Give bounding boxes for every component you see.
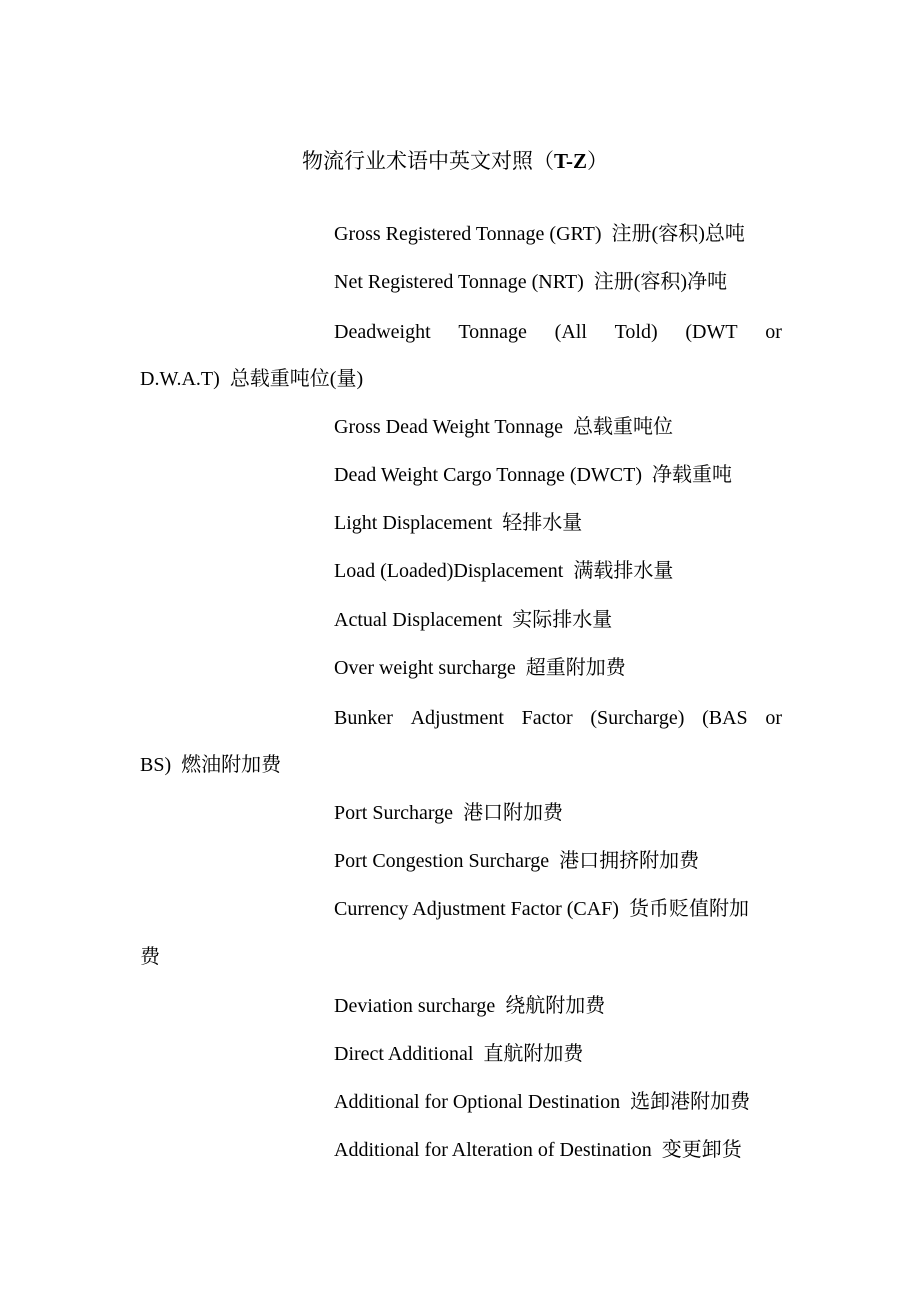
term-chinese: 注册(容积)总吨 (611, 223, 745, 245)
term-chinese: 超重附加费 (525, 657, 626, 679)
term-english: Additional for Optional Destination (334, 1091, 621, 1113)
term-entry (140, 789, 782, 837)
term-english: Load (Loaded)Displacement (334, 560, 564, 582)
term-chinese: 轻排水量 (502, 512, 583, 534)
term-chinese: 直航附加费 (483, 1043, 584, 1065)
term-english: Net Registered Tonnage (NRT) (334, 271, 584, 293)
title-range: T-Z (553, 149, 588, 173)
title-chinese: 物流行业术语中英文对照（ (301, 149, 554, 173)
term-english: Deviation surcharge (334, 995, 496, 1017)
term-word: Deadweight (334, 321, 431, 343)
term-entry (140, 982, 782, 1030)
title-close: ） (587, 149, 609, 173)
term-chinese-continued: 费 (140, 946, 160, 968)
term-chinese: 港口附加费 (463, 802, 564, 824)
term-entry (140, 694, 782, 789)
term-word: (Surcharge) (590, 707, 685, 729)
term-entry (140, 451, 782, 499)
term-chinese: 总载重吨位 (572, 416, 673, 438)
term-word: (DWT (685, 321, 738, 343)
term-chinese: 变更卸货 (661, 1139, 742, 1161)
term-english: Port Congestion Surcharge (334, 850, 550, 872)
term-entry (140, 837, 782, 885)
term-entry (140, 644, 782, 692)
term-word: Factor (521, 707, 573, 729)
term-chinese: 选卸港附加费 (630, 1091, 751, 1113)
term-chinese: 总载重吨位(量) (229, 368, 364, 390)
term-english: Direct Additional (334, 1043, 474, 1065)
term-word: Bunker (334, 707, 393, 729)
term-english: Over weight surcharge (334, 657, 516, 679)
term-entry (140, 596, 782, 644)
term-entry (140, 547, 782, 595)
term-english-justified (140, 694, 782, 742)
term-english-justified (140, 308, 782, 356)
term-chinese: 港口拥挤附加费 (559, 850, 700, 872)
term-entry (140, 1126, 782, 1174)
term-word: or (765, 321, 782, 343)
page-title (0, 145, 910, 177)
term-entry (140, 1078, 782, 1126)
term-chinese: 满载排水量 (573, 560, 674, 582)
term-word: Adjustment (410, 707, 504, 729)
term-chinese: 绕航附加费 (505, 995, 606, 1017)
term-entry (140, 885, 782, 981)
term-chinese: 燃油附加费 (181, 754, 282, 776)
term-english: Additional for Alteration of Destination (334, 1139, 652, 1161)
term-entry (140, 258, 782, 306)
term-entry (140, 499, 782, 547)
term-chinese: 净载重吨 (652, 464, 733, 486)
term-chinese: 实际排水量 (512, 609, 613, 631)
term-english: Currency Adjustment Factor (CAF) (334, 898, 619, 920)
term-word: or (765, 707, 782, 729)
term-word: Told) (614, 321, 658, 343)
term-english: Gross Dead Weight Tonnage (334, 416, 563, 438)
term-entry (140, 1030, 782, 1078)
term-english: Port Surcharge (334, 802, 454, 824)
term-word: (BAS (702, 707, 748, 729)
term-word: (All (554, 321, 587, 343)
term-english: Actual Displacement (334, 609, 503, 631)
term-word: Tonnage (458, 321, 527, 343)
term-english-continued: BS) (140, 754, 172, 776)
term-chinese: 注册(容积)净吨 (593, 271, 728, 293)
term-entry (140, 210, 782, 258)
term-english-continued: D.W.A.T) (140, 368, 220, 390)
term-english: Dead Weight Cargo Tonnage (DWCT) (334, 464, 643, 486)
term-english: Gross Registered Tonnage (GRT) (334, 223, 602, 245)
term-chinese: 货币贬值附加 (628, 898, 749, 920)
term-entry (140, 403, 782, 451)
term-entry (140, 308, 782, 403)
term-english: Light Displacement (334, 512, 493, 534)
